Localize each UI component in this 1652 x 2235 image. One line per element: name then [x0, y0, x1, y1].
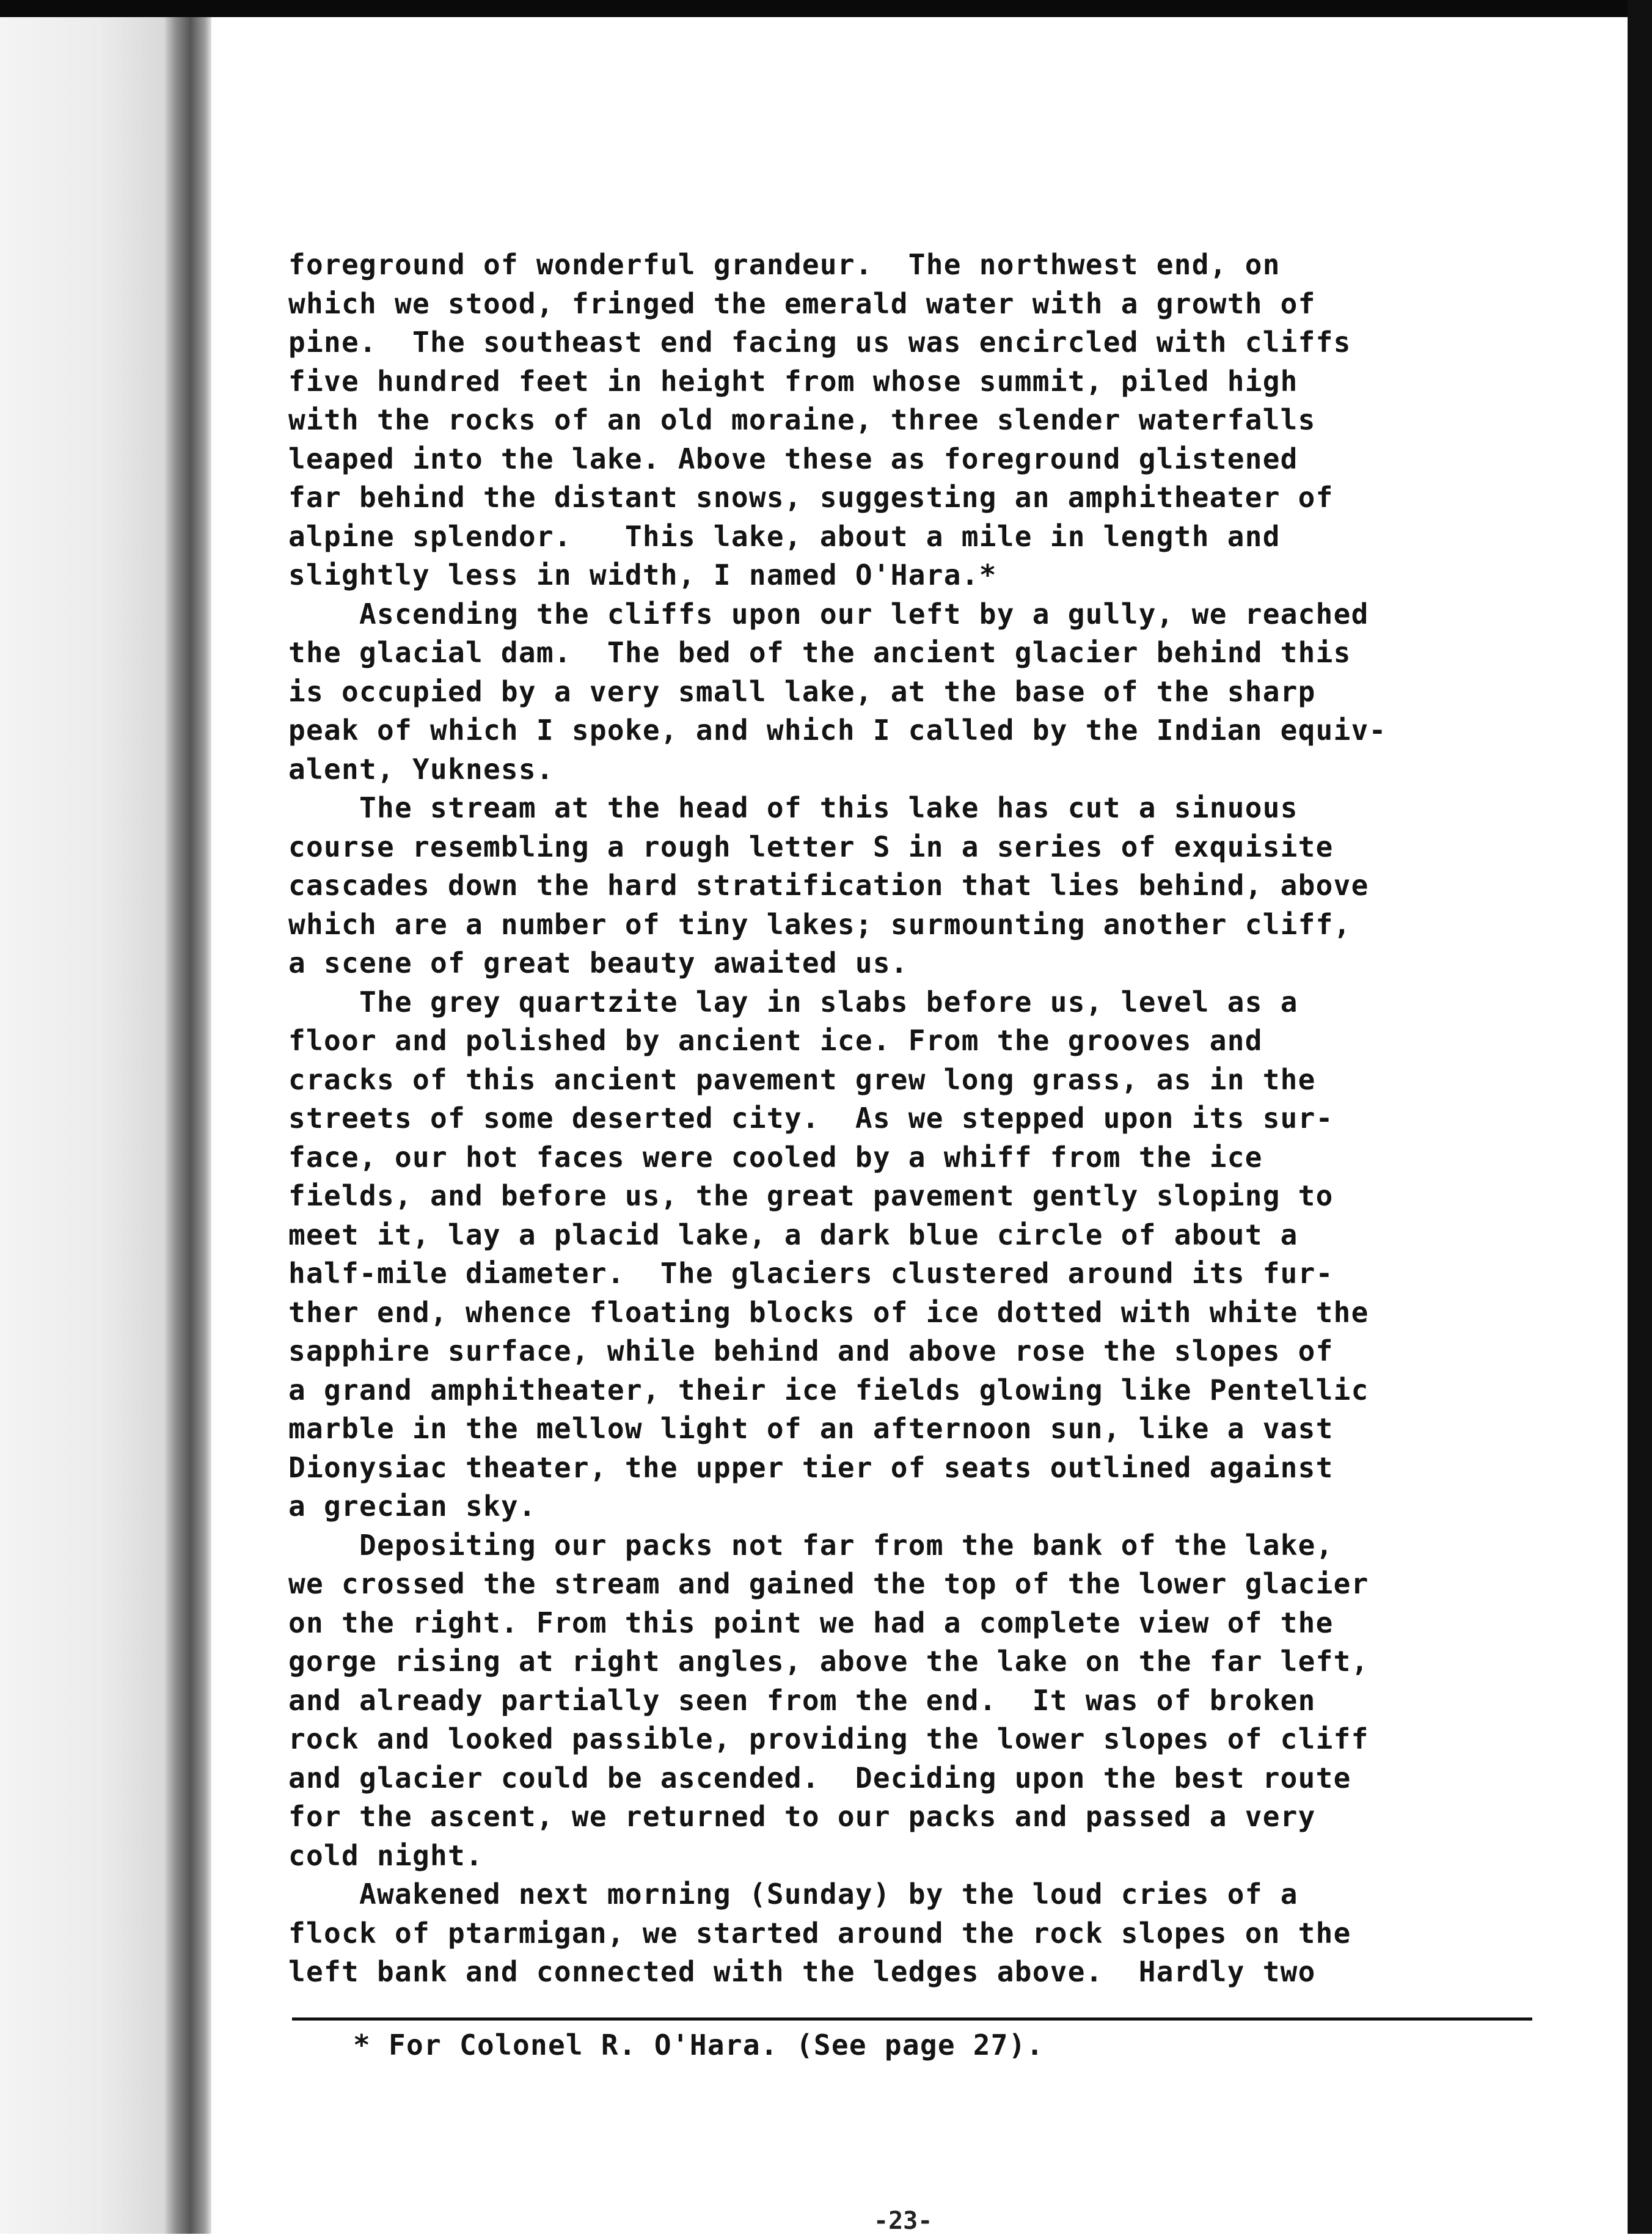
scan-top-border	[0, 0, 1652, 17]
paragraph: The grey quartzite lay in slabs before us, level as a floor and polished by ancient ice. From the grooves and cracks of this ancient pavement grew long grass, as in the streets of some deserted city. As we stepped upon its sur- face, our hot faces were cooled by a whiff from the ice fields, and before us, the great pavement gently sloping to meet it, lay a placid lake, a dark blue circle of about a half-mile diameter. The glaciers clustered around its fur- ther end, whence floating blocks of ice dotted with white the sapphire surface, while behind and above rose the slopes of a grand amphitheater, their ice fields glowing like Pentellic marble in the mellow light of an afternoon sun, like a vast Dionysiac theater, the upper tier of seats outlined against a grecian sky.	[288, 985, 1369, 1523]
adjacent-page	[0, 17, 165, 2234]
page-number: -23-	[874, 2207, 933, 2235]
book-gutter	[165, 17, 211, 2234]
footnote: * For Colonel R. O'Hara. (See page 27).	[353, 2028, 1044, 2061]
scan-right-border	[1628, 0, 1652, 2234]
body-text	[288, 246, 1559, 1992]
paragraph: Depositing our packs not far from the bank of the lake, we crossed the stream and gained the top of the lower glacier on the right. From this point we had a complete view of the gorge rising at right angles, above the lake on the far left, and already partially seen from the end. It was of broken rock and looked passible, providing the lower slopes of cliff and glacier could be ascended. Deciding upon the best route for the ascent, we returned to our packs and passed a very cold night.	[288, 1528, 1369, 1872]
paragraph: Awakened next morning (Sunday) by the loud cries of a flock of ptarmigan, we started around the rock slopes on the left bank and connected with the ledges above. Hardly two	[288, 1878, 1351, 1988]
footnote-divider	[292, 2017, 1532, 2021]
paragraph: foreground of wonderful grandeur. The northwest end, on which we stood, fringed the emerald water with a growth of pine. The southeast end facing us was encircled with cliffs five hundred feet in height from whose summit, piled high with the rocks of an old moraine, three slender waterfalls leaped into the lake. Above these as foreground glistened far behind the distant snows, suggesting an amphitheater of alpine splendor. This lake, about a mile in length and slightly less in width, I named O'Hara.*	[288, 248, 1351, 591]
paragraph: The stream at the head of this lake has cut a sinuous course resembling a rough letter S in a series of exquisite cascades down the hard stratification that lies behind, above which are a number of tiny lakes; surmounting another cliff, a scene of great beauty awaited us.	[288, 791, 1369, 979]
paragraph: Ascending the cliffs upon our left by a gully, we reached the glacial dam. The bed of the ancient glacier behind this is occupied by a very small lake, at the base of the sharp peak of which I spoke, and which I called by the Indian equiv- alent, Yukness.	[288, 597, 1387, 786]
